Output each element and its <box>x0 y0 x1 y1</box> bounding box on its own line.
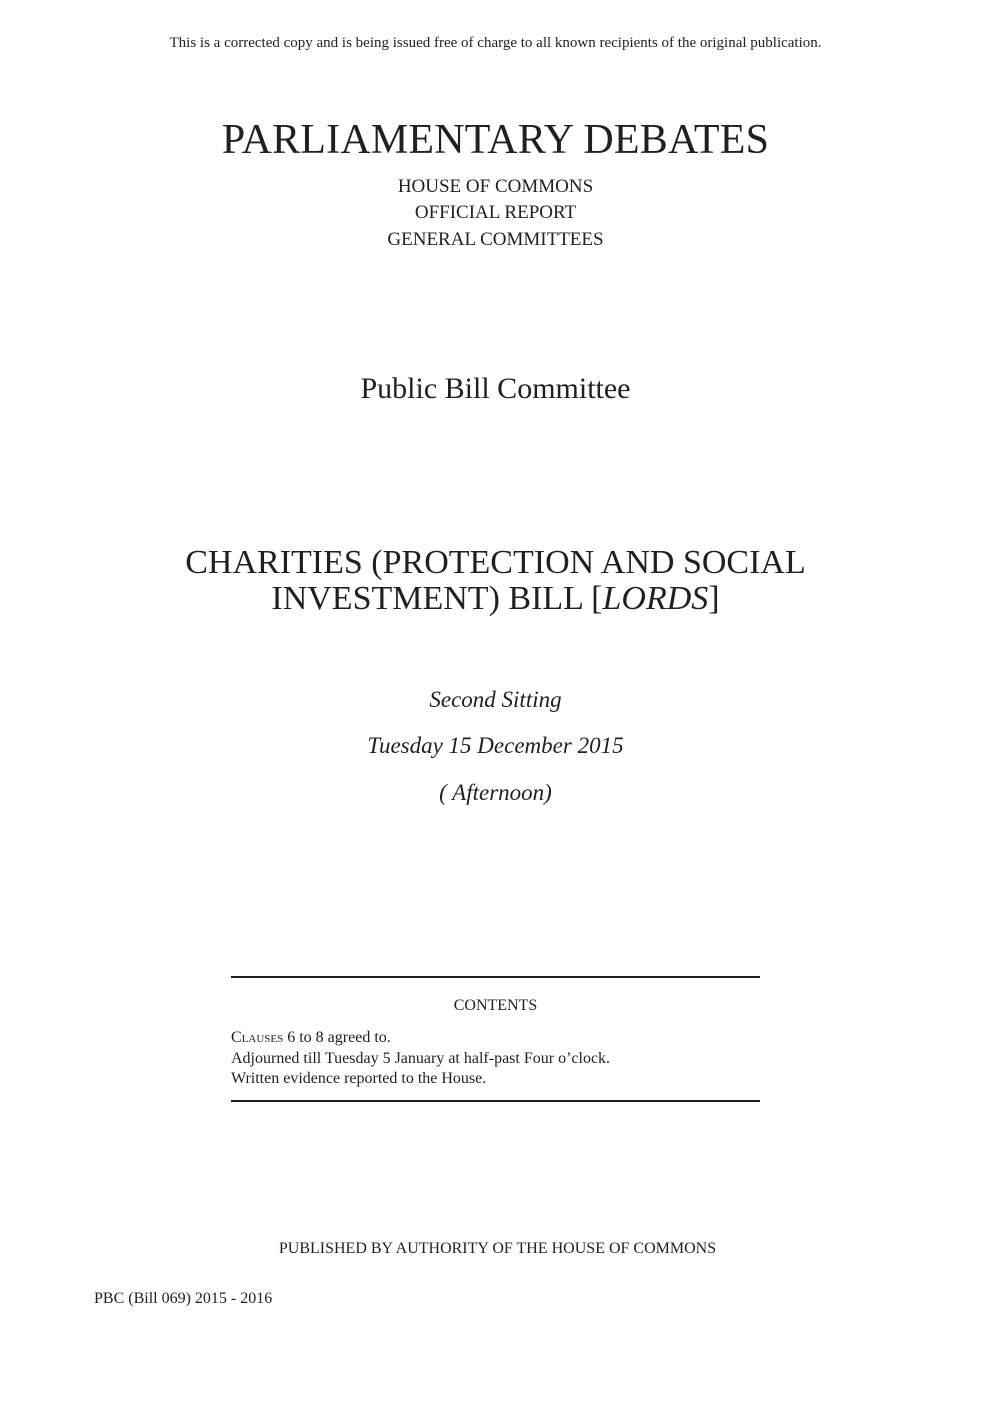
sitting-time: ( Afternoon) <box>439 780 552 805</box>
contents-item-text: Written evidence reported to the House. <box>231 1070 487 1087</box>
publication-reference: PBC (Bill 069) 2015 - 2016 <box>94 1290 273 1307</box>
committee-name: Public Bill Committee <box>360 372 631 405</box>
bill-title <box>0 545 991 617</box>
contents-box <box>231 976 760 1102</box>
contents-item-smallcaps: Clauses <box>231 1029 284 1046</box>
contents-item-text: 6 to 8 agreed to. <box>283 1029 391 1046</box>
contents-item <box>231 1028 610 1049</box>
bill-title-line-1: CHARITIES (PROTECTION AND SOCIAL <box>185 544 806 581</box>
contents-list <box>231 1028 610 1090</box>
document-title: PARLIAMENTARY DEBATES <box>221 117 770 163</box>
correction-notice: This is a corrected copy and is being issued free of charge to all known recipients of the original publication. <box>169 35 822 51</box>
published-by: PUBLISHED BY AUTHORITY OF THE HOUSE OF COMMONS <box>278 1240 717 1257</box>
subtitle-report: OFFICIAL REPORT <box>414 202 577 223</box>
contents-item-text: Adjourned till Tuesday 5 January at half-past Four o’clock. <box>231 1049 611 1067</box>
subtitle-house: HOUSE OF COMMONS <box>397 176 594 197</box>
contents-item <box>231 1069 610 1090</box>
bill-title-prefix: INVESTMENT) BILL [ <box>271 580 603 617</box>
subtitle-committees: GENERAL COMMITTEES <box>387 229 604 250</box>
bill-title-suffix: ] <box>708 580 720 617</box>
contents-item <box>231 1049 610 1070</box>
sitting-name: Second Sitting <box>429 687 562 712</box>
bill-title-lords: LORDS <box>602 580 709 617</box>
sitting-date: Tuesday 15 December 2015 <box>367 733 624 758</box>
contents-heading: CONTENTS <box>453 997 538 1014</box>
bill-title-line-2 <box>0 581 991 617</box>
